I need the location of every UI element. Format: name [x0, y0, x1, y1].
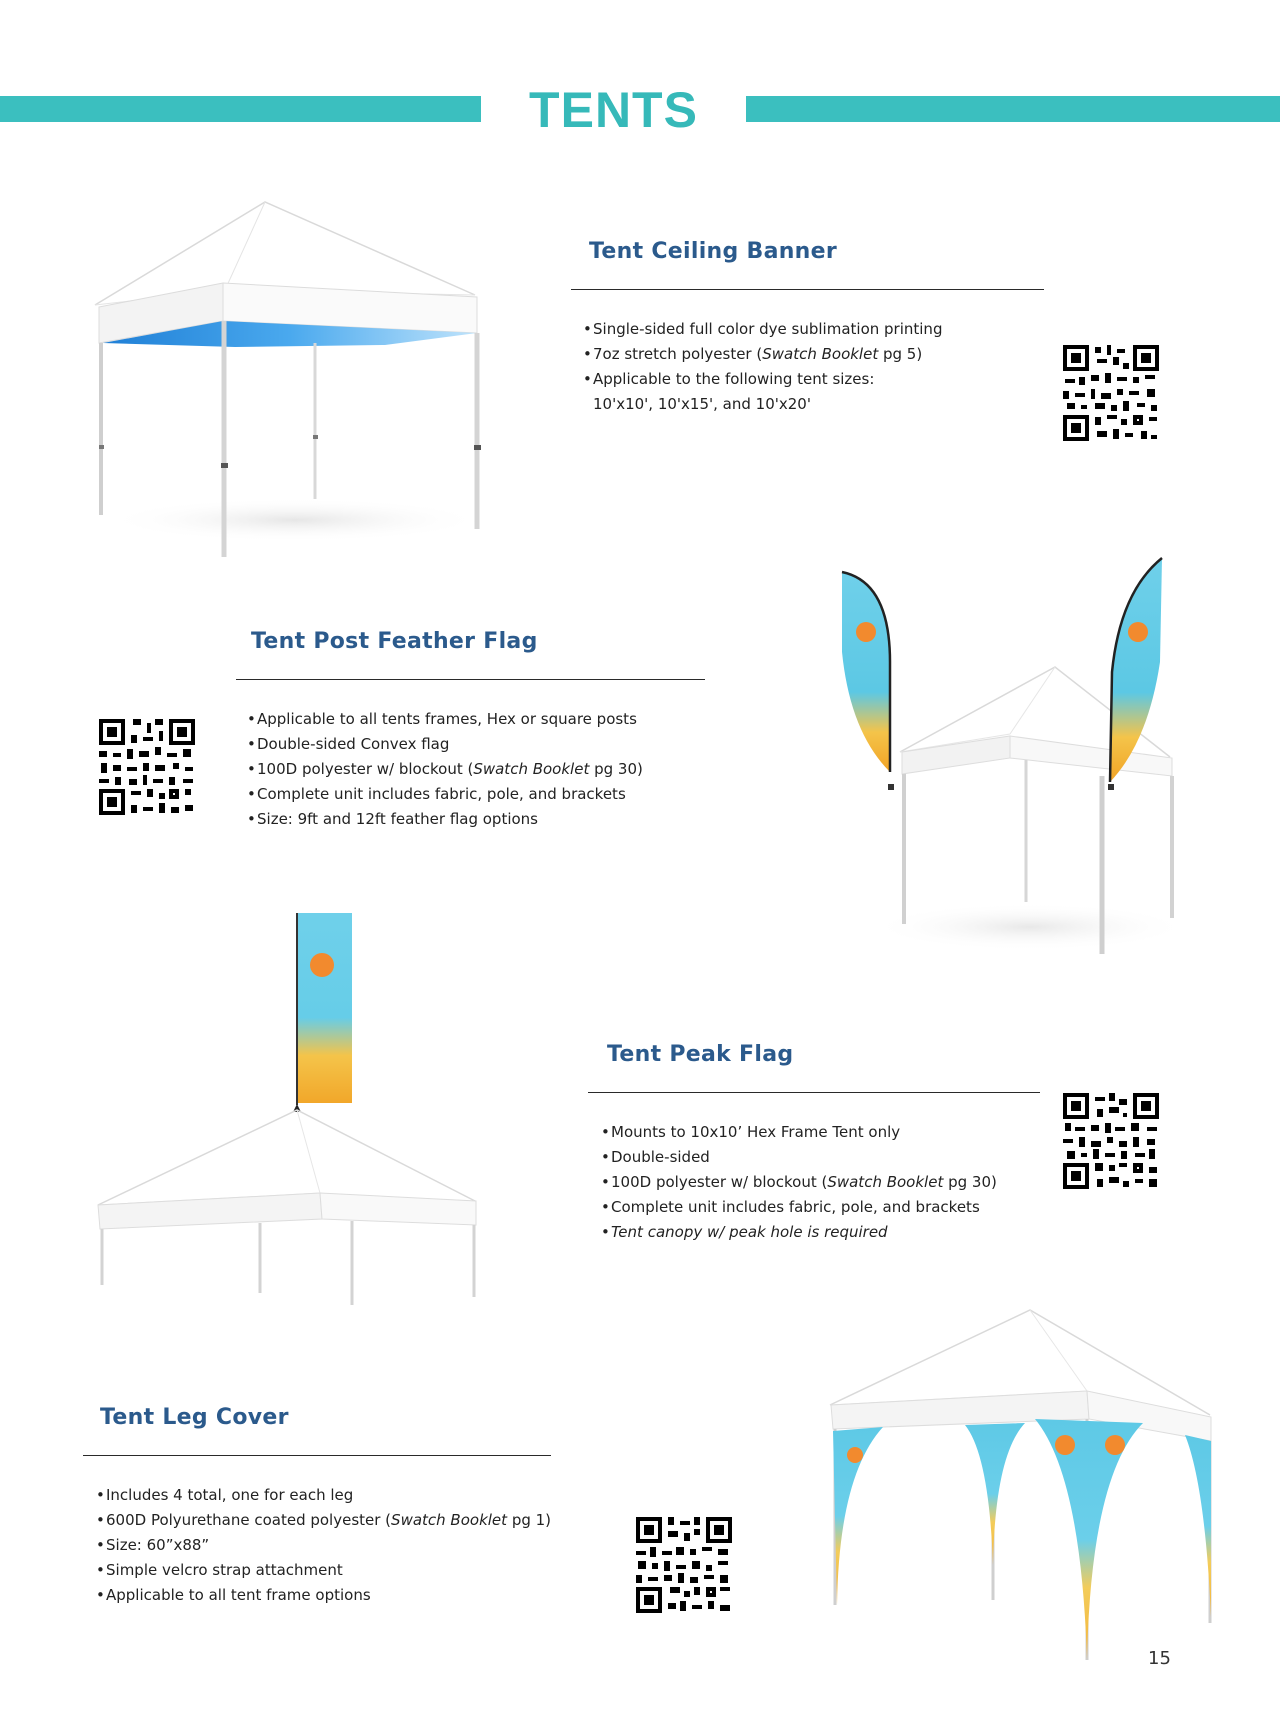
ceiling-banner-title: Tent Ceiling Banner: [589, 239, 838, 264]
qr-code-icon[interactable]: [1061, 343, 1161, 443]
leg-cover-feature: • Simple velcro strap attachment: [96, 1558, 551, 1583]
post-feather-flag-features: [247, 707, 643, 832]
peak-flag-feature: • Double-sided: [601, 1145, 997, 1170]
post-feather-flag-divider: [236, 679, 705, 680]
post-feather-flag-feature: • 100D polyester w/ blockout (Swatch Booklet pg 30): [247, 757, 643, 782]
ceiling-banner-feature: • Applicable to the following tent sizes:: [583, 367, 942, 392]
ceiling-banner-divider: [571, 289, 1044, 290]
leg-cover-feature: • 600D Polyurethane coated polyester (Swatch Booklet pg 1): [96, 1508, 551, 1533]
peak-flag-feature: • 100D polyester w/ blockout (Swatch Booklet pg 30): [601, 1170, 997, 1195]
post-feather-flag-feature: • Complete unit includes fabric, pole, and brackets: [247, 782, 643, 807]
peak-flag-feature: • Mounts to 10x10’ Hex Frame Tent only: [601, 1120, 997, 1145]
leg-cover-title: Tent Leg Cover: [100, 1405, 289, 1430]
ceiling-banner-feature: • Single-sided full color dye sublimation printing: [583, 317, 942, 342]
header-bar-left: [0, 96, 481, 122]
peak-flag-features: [601, 1120, 997, 1245]
leg-cover-tent-image: [825, 1305, 1220, 1665]
page-number: 15: [1148, 1648, 1171, 1669]
leg-cover-features: [96, 1483, 551, 1608]
ceiling-banner-feature: • 7oz stretch polyester (Swatch Booklet pg 5): [583, 342, 942, 367]
post-feather-flag-tent-image: [830, 552, 1210, 962]
page-title: TENTS: [529, 82, 698, 138]
peak-flag-note: • Tent canopy w/ peak hole is required: [601, 1220, 997, 1245]
peak-flag-feature: • Complete unit includes fabric, pole, and brackets: [601, 1195, 997, 1220]
leg-cover-feature: • Applicable to all tent frame options: [96, 1583, 551, 1608]
post-feather-flag-feature: • Double-sided Convex flag: [247, 732, 643, 757]
ceiling-banner-features: [583, 317, 942, 417]
qr-code-icon[interactable]: [634, 1515, 734, 1615]
header-bar-right: [746, 96, 1280, 122]
peak-flag-title: Tent Peak Flag: [607, 1042, 794, 1067]
leg-cover-divider: [83, 1455, 551, 1456]
leg-cover-feature: • Includes 4 total, one for each leg: [96, 1483, 551, 1508]
post-feather-flag-feature: • Size: 9ft and 12ft feather flag options: [247, 807, 643, 832]
post-feather-flag-title: Tent Post Feather Flag: [251, 629, 538, 654]
ceiling-banner-sizes: 10'x10', 10'x15', and 10'x20': [593, 395, 811, 413]
post-feather-flag-feature: • Applicable to all tents frames, Hex or square posts: [247, 707, 643, 732]
qr-code-icon[interactable]: [1061, 1091, 1161, 1191]
ceiling-banner-tent-image: [85, 195, 505, 565]
qr-code-icon[interactable]: [97, 717, 197, 817]
leg-cover-feature: • Size: 60”x88”: [96, 1533, 551, 1558]
peak-flag-tent-image: [90, 905, 490, 1315]
peak-flag-divider: [588, 1092, 1040, 1093]
